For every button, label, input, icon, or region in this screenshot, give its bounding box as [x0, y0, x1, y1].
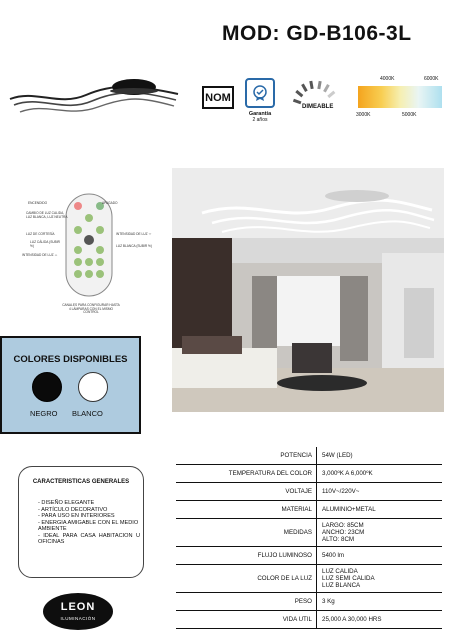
remote-label-warm: LUZ CÁLIDA (SUBIR %) — [30, 240, 60, 248]
spec-value — [317, 519, 443, 547]
list-item: - PARA USO EN INTERIORES — [38, 513, 115, 519]
table-row — [176, 547, 442, 565]
table-row — [176, 593, 442, 611]
spec-key: POTENCIA — [176, 447, 317, 465]
spec-key: TEMPERATURA DEL COLOR — [176, 465, 317, 483]
characteristics-list — [38, 500, 140, 546]
warranty-badge-icon — [245, 78, 275, 108]
color-swatch-white — [78, 372, 108, 402]
warranty-subtitle: 2 años — [252, 117, 268, 123]
nom-certification-icon — [202, 86, 234, 109]
spec-key: PESO — [176, 593, 317, 611]
spec-value: 110V~/220V~ — [317, 483, 443, 501]
brand-name: LEON — [60, 601, 96, 613]
list-item: - DISEÑO ELEGANTE — [38, 500, 95, 506]
dimmable-icon — [290, 76, 350, 116]
nom-label: NOM — [205, 91, 231, 104]
spec-value-line: LUZ SEMI CALIDA — [322, 575, 375, 582]
list-item: - ENERGIA AMIGABLE CON EL MEDIO AMBIENTE — [38, 519, 139, 532]
brand-logo — [43, 593, 113, 630]
spec-key: COLOR DE LA LUZ — [176, 565, 317, 593]
list-item: - IDEAL PARA CASA HABITACION U OFICINAS — [38, 532, 140, 545]
table-row — [176, 465, 442, 483]
kelvin-3000-label: 3000K — [356, 112, 371, 118]
spec-value: 3,000ºK A 6,000ºK — [317, 465, 443, 483]
remote-label-mode-change: CAMBIO DE LUZ CALIDA, LUZ BLANCA, LUZ NEUTRA — [26, 211, 68, 219]
model-title: MOD: GD-B106-3L — [222, 22, 412, 45]
product-lamp-image — [6, 72, 184, 122]
remote-label-white: LUZ BLANCA (SUBIR %) — [116, 244, 152, 248]
remote-label-pairing: CANALES PARA CONFIGURAR HASTA 4 LÁMPARAS CON EL MISMO CONTROL — [62, 303, 120, 315]
table-row — [176, 501, 442, 519]
available-colors-panel — [0, 336, 141, 434]
remote-control-diagram — [22, 170, 160, 320]
spec-value — [317, 565, 443, 593]
spec-key: FLUJO LUMINOSO — [176, 547, 317, 565]
table-row — [176, 611, 442, 629]
room-photo — [172, 168, 444, 412]
table-row — [176, 447, 442, 465]
spec-key: VOLTAJE — [176, 483, 317, 501]
spec-value: 25,000 A 30,000 HRS — [317, 611, 443, 629]
spec-value: 54W (LED) — [317, 447, 443, 465]
table-row — [176, 483, 442, 501]
remote-control-icon — [64, 192, 114, 298]
spec-key: MEDIDAS — [176, 519, 317, 547]
dimmable-label: DIMEABLE — [302, 104, 334, 110]
color-swatch-black — [32, 372, 62, 402]
remote-label-intensity-up: INTENSIDAD DE LUZ ↑↑ — [116, 232, 152, 236]
kelvin-5000-label: 5000K — [402, 112, 417, 118]
kelvin-6000-label: 6000K — [424, 76, 439, 82]
spec-value: 3 Kg — [317, 593, 443, 611]
remote-label-intensity-down: INTENSIDAD DE LUZ ↓↓ — [22, 253, 58, 257]
table-row — [176, 565, 442, 593]
warranty-icon — [244, 78, 276, 123]
available-colors-title: COLORES DISPONIBLES — [13, 354, 128, 365]
spec-value-line: LUZ CALIDA — [322, 568, 358, 575]
color-label-black: NEGRO — [30, 409, 58, 418]
list-item: - ARTÍCULO DECORATIVO — [38, 506, 108, 513]
specifications-table — [176, 447, 442, 629]
remote-label-power-off: APAGADO — [102, 201, 118, 205]
color-temperature-spectrum — [358, 86, 442, 108]
spec-value: 5400 lm — [317, 547, 443, 565]
brand-subtitle: ILUMINACIÓN — [60, 616, 96, 621]
kelvin-4000-label: 4000K — [380, 76, 395, 82]
spec-value-line: ALTO: 8CM — [322, 536, 355, 543]
remote-label-power-on: ENCENDIDO — [28, 201, 48, 205]
spec-value-line: LARGO: 85CM — [322, 522, 364, 529]
general-characteristics-panel — [18, 466, 144, 578]
warranty-title: Garantía — [248, 111, 272, 117]
spec-key: VIDA UTIL — [176, 611, 317, 629]
table-row — [176, 519, 442, 547]
spec-key: MATERIAL — [176, 501, 317, 519]
spec-value: ALUMINIO+METAL — [317, 501, 443, 519]
spec-value-line: LUZ BLANCA — [322, 582, 361, 589]
color-label-white: BLANCO — [72, 409, 103, 418]
remote-label-night: LUZ DE CORTESÍA — [26, 232, 55, 236]
characteristics-title: CARACTERISTICAS GENERALES — [32, 479, 130, 485]
spec-value-line: ANCHO: 23CM — [322, 529, 365, 536]
